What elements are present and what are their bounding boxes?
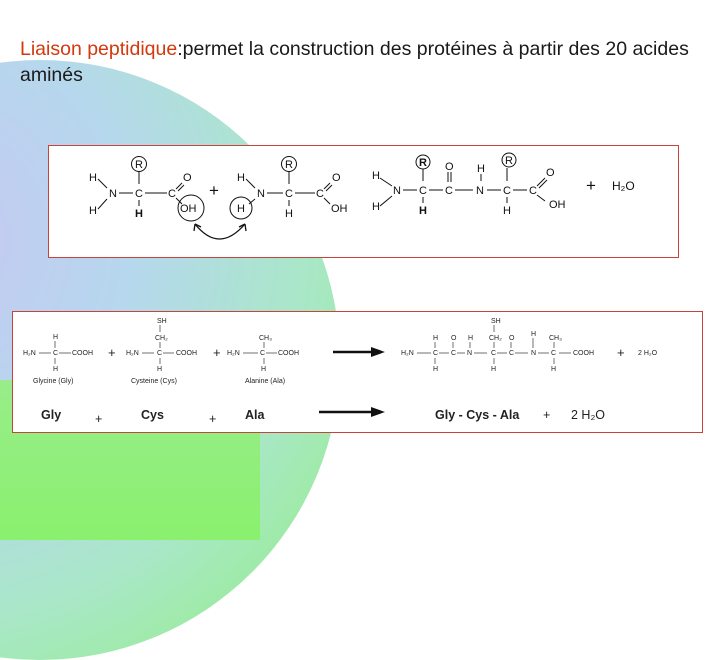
- ala-cooh: COOH: [278, 350, 299, 357]
- dip-n1: N: [393, 185, 401, 197]
- cys-sh: SH: [157, 318, 167, 325]
- aa2-h-top: H: [237, 172, 245, 184]
- aa1-h-top: H: [89, 172, 97, 184]
- short-plus-3: +: [543, 408, 551, 422]
- dipeptide: [372, 153, 566, 217]
- gly-left: H₂N: [23, 350, 36, 357]
- aa2-n: N: [257, 188, 265, 200]
- cys-h-bottom: H: [157, 366, 163, 373]
- tripeptide-structure: [401, 318, 594, 373]
- cysteine-structure: [126, 318, 197, 385]
- title-rest: :permet la construction des protéines à partir des 20 acides aminés: [20, 38, 689, 86]
- tri-c-2: C: [451, 350, 457, 357]
- amino-acid-2: [230, 157, 348, 221]
- aa2-oh: OH: [331, 203, 348, 215]
- tri-h-bottom-5: H: [551, 366, 557, 373]
- gly-cooh: COOH: [72, 350, 93, 357]
- plus-sign-2: +: [586, 176, 596, 195]
- tri-ch2: CH₂: [489, 335, 502, 342]
- reaction-arrow-2: [319, 407, 385, 417]
- aa1-h-alpha: H: [135, 208, 143, 220]
- tri-c-4: C: [509, 350, 515, 357]
- water-elimination-arrow: [195, 224, 245, 239]
- aa2-r: R: [285, 159, 293, 171]
- aa1-c-carbonyl: C: [168, 188, 176, 200]
- cys-ch2: CH₂: [155, 335, 168, 342]
- tri-c-5: C: [551, 350, 557, 357]
- dip-h-c3: H: [503, 205, 511, 217]
- reaction-arrow-1: [333, 347, 385, 357]
- aa1-n: N: [109, 188, 117, 200]
- short-gly: Gly: [41, 408, 62, 422]
- plus-c: +: [617, 345, 625, 360]
- gly-name: Glycine (Gly): [33, 378, 74, 385]
- dip-h-top: H: [372, 170, 380, 182]
- short-product: Gly - Cys - Ala: [435, 408, 520, 422]
- dip-c2: C: [445, 185, 453, 197]
- plus-b: +: [213, 345, 221, 360]
- plus-sign-1: +: [209, 181, 219, 200]
- dip-o1: O: [445, 161, 454, 173]
- ala-h-bottom: H: [261, 366, 267, 373]
- tri-cooh: COOH: [573, 350, 594, 357]
- dip-c1: C: [419, 185, 427, 197]
- aa1-oh: OH: [180, 203, 197, 215]
- tri-h-top-1: H: [433, 335, 439, 342]
- aa1-r: R: [135, 159, 143, 171]
- ala-c: C: [260, 350, 266, 357]
- tri-h-bottom-1: H: [433, 366, 439, 373]
- tri-h-top-4: H: [531, 331, 537, 338]
- tri-o-1: O: [451, 335, 457, 342]
- ala-left: H₂N: [227, 350, 240, 357]
- tri-c-3: C: [491, 350, 497, 357]
- water-product: H₂O: [612, 179, 635, 193]
- dip-oh: OH: [549, 199, 566, 211]
- aa2-h-circled: H: [237, 203, 245, 215]
- amino-acid-1: [89, 157, 204, 222]
- short-cys: Cys: [141, 408, 164, 422]
- aa1-c-alpha: C: [135, 188, 143, 200]
- tri-sh: SH: [491, 318, 501, 325]
- dip-n2: N: [476, 185, 484, 197]
- gly-h-top: H: [53, 334, 59, 341]
- tri-o-2: O: [509, 335, 515, 342]
- water-detailed: 2 H₂O: [638, 350, 658, 357]
- slide-title: [20, 36, 710, 88]
- abbreviated-equation: [41, 408, 605, 426]
- aa2-c-carbonyl: C: [316, 188, 324, 200]
- tri-left: H₂N: [401, 350, 414, 357]
- ala-ch3: CH₃: [259, 335, 272, 342]
- title-highlight: Liaison peptidique: [20, 38, 178, 60]
- dip-o2: O: [546, 167, 555, 179]
- tri-c-1: C: [433, 350, 439, 357]
- dip-r2: R: [505, 155, 513, 167]
- dip-h-n2: H: [477, 163, 485, 175]
- cys-name: Cysteine (Cys): [131, 378, 177, 385]
- dip-h-bottom: H: [372, 201, 380, 213]
- tri-n-1: N: [467, 350, 473, 357]
- short-ala: Ala: [245, 408, 265, 422]
- gly-c: C: [53, 350, 59, 357]
- cys-cooh: COOH: [176, 350, 197, 357]
- tri-ch3: CH₃: [549, 335, 562, 342]
- ala-name: Alanine (Ala): [245, 378, 286, 385]
- tri-h-top-2: H: [468, 335, 474, 342]
- glycine-structure: [23, 334, 93, 385]
- aa1-o: O: [183, 172, 192, 184]
- dip-h-c1: H: [419, 205, 427, 217]
- aa2-c-alpha: C: [285, 188, 293, 200]
- short-water: 2 H₂O: [571, 408, 606, 422]
- tri-h-bottom-3: H: [491, 366, 497, 373]
- dip-c3: C: [503, 185, 511, 197]
- alanine-structure: [227, 335, 299, 385]
- dip-r1: R: [419, 157, 427, 169]
- aa1-h-bottom: H: [89, 205, 97, 217]
- aa2-o: O: [332, 172, 341, 184]
- peptide-bond-scheme-panel: [48, 145, 679, 258]
- gly-h-bottom: H: [53, 366, 59, 373]
- cys-c: C: [157, 350, 163, 357]
- aa2-h-alpha: H: [285, 208, 293, 220]
- cys-left: H₂N: [126, 350, 139, 357]
- dip-c4: C: [529, 185, 537, 197]
- short-plus-2: +: [209, 412, 217, 426]
- plus-a: +: [108, 345, 116, 360]
- tripeptide-synthesis-panel: [12, 311, 703, 433]
- tri-n-2: N: [531, 350, 537, 357]
- short-plus-1: +: [95, 412, 103, 426]
